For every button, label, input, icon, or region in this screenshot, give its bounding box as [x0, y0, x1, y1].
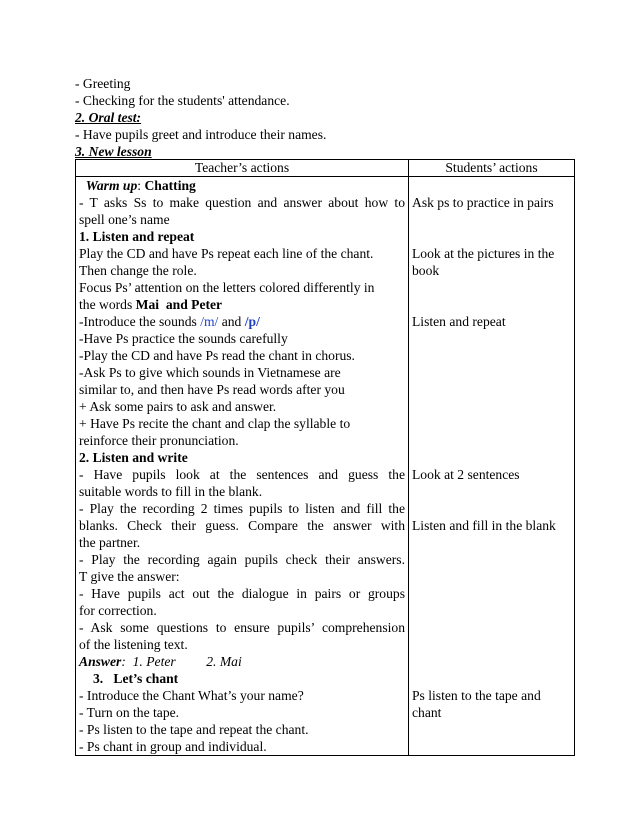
section-1-line: Then change the role. [79, 263, 197, 278]
student-action: Listen and fill in the blank [412, 518, 556, 533]
warmup-label: Warm up [85, 178, 138, 193]
section-2-line: - Play the recording again pupils check their answers. [79, 552, 405, 567]
teacher-actions-header: Teacher’s actions [76, 160, 409, 177]
sound-m: /m/ [200, 314, 219, 329]
intro-section [75, 75, 575, 160]
section-2-line: of the listening text. [79, 637, 188, 652]
section-1-line: + Have Ps recite the chant and clap the syllable to [79, 416, 351, 431]
section-1-line: Focus Ps’ attention on the letters colored differently in [79, 280, 375, 295]
student-action: Listen and repeat [412, 314, 506, 329]
section-2-line: the partner. [79, 535, 141, 550]
section-1-line: -Play the CD and have Ps read the chant in chorus. [79, 348, 355, 363]
students-actions-header: Students’ actions [409, 160, 575, 177]
word-mai: Mai [135, 297, 160, 312]
section-2-line: suitable words to fill in the blank. [79, 484, 263, 499]
section-3-line: - Turn on the tape. [79, 705, 180, 720]
section-1-sounds-line [79, 313, 405, 330]
sounds-prefix: -Introduce the sounds [79, 314, 201, 329]
oral-test-text: - Have pupils greet and introduce their names. [75, 127, 327, 142]
student-action: chant [412, 705, 442, 720]
section-2-line: for correction. [79, 603, 157, 618]
sounds-and: and [218, 314, 245, 329]
word-peter: and Peter [165, 297, 223, 312]
section-1-line: reinforce their pronunciation. [79, 433, 239, 448]
table-row [76, 177, 575, 756]
greeting-line: - Greeting [75, 76, 131, 91]
answer-line [79, 653, 405, 670]
student-action: book [412, 263, 440, 278]
section-3-line: - Ps chant in group and individual. [79, 739, 267, 754]
section-2-title: 2. Listen and write [79, 450, 188, 465]
student-action: Look at 2 sentences [412, 467, 520, 482]
warmup-line-1: - T asks Ss to make question and answer about how to [79, 195, 405, 210]
answer-values: : 1. Peter 2. Mai [121, 654, 242, 669]
new-lesson-heading: 3. New lesson [75, 144, 152, 159]
section-1-words-line [79, 296, 405, 313]
section-1-line: -Have Ps practice the sounds carefully [79, 331, 288, 346]
section-2-line: - Play the recording 2 times pupils to listen and fill the [79, 501, 405, 516]
student-action: Ps listen to the tape and [412, 688, 541, 703]
section-1-line: + Ask some pairs to ask and answer. [79, 399, 277, 414]
section-1-line: similar to, and then have Ps read words after you [79, 382, 345, 397]
section-2-line: blanks. Check their guess. Compare the answer with [79, 518, 405, 533]
section-2-line: - Ask some questions to ensure pupils’ comprehension [79, 620, 405, 635]
section-1-title: 1. Listen and repeat [79, 229, 195, 244]
answer-label: Answer [79, 654, 122, 669]
student-action: Ask ps to practice in pairs [412, 195, 554, 210]
section-3-line: - Introduce the Chant What’s your name? [79, 688, 304, 703]
section-2-line: T give the answer: [79, 569, 180, 584]
sound-p: /p/ [244, 314, 260, 329]
warmup-line-2: spell one’s name [79, 212, 170, 227]
warmup-colon: : [137, 178, 145, 193]
section-3-line: - Ps listen to the tape and repeat the chant. [79, 722, 309, 737]
warmup-heading [79, 177, 405, 194]
section-2-line: - Have pupils look at the sentences and guess the [79, 467, 405, 482]
warmup-title: Chatting [144, 178, 196, 193]
oral-test-heading: 2. Oral test: [75, 110, 142, 125]
section-1-line: -Ask Ps to give which sounds in Vietnamese are [79, 365, 341, 380]
students-actions-cell [409, 177, 575, 756]
teacher-actions-cell [76, 177, 409, 756]
section-3-title: 3. Let’s chant [93, 671, 179, 686]
section-2-line: - Have pupils act out the dialogue in pairs or groups [79, 586, 405, 601]
words-prefix: the words [79, 297, 136, 312]
student-action: Look at the pictures in the [412, 246, 555, 261]
lesson-table [75, 159, 575, 756]
section-1-line: Play the CD and have Ps repeat each line of the chant. [79, 246, 374, 261]
attendance-line: - Checking for the students' attendance. [75, 93, 290, 108]
table-header-row [76, 160, 575, 177]
